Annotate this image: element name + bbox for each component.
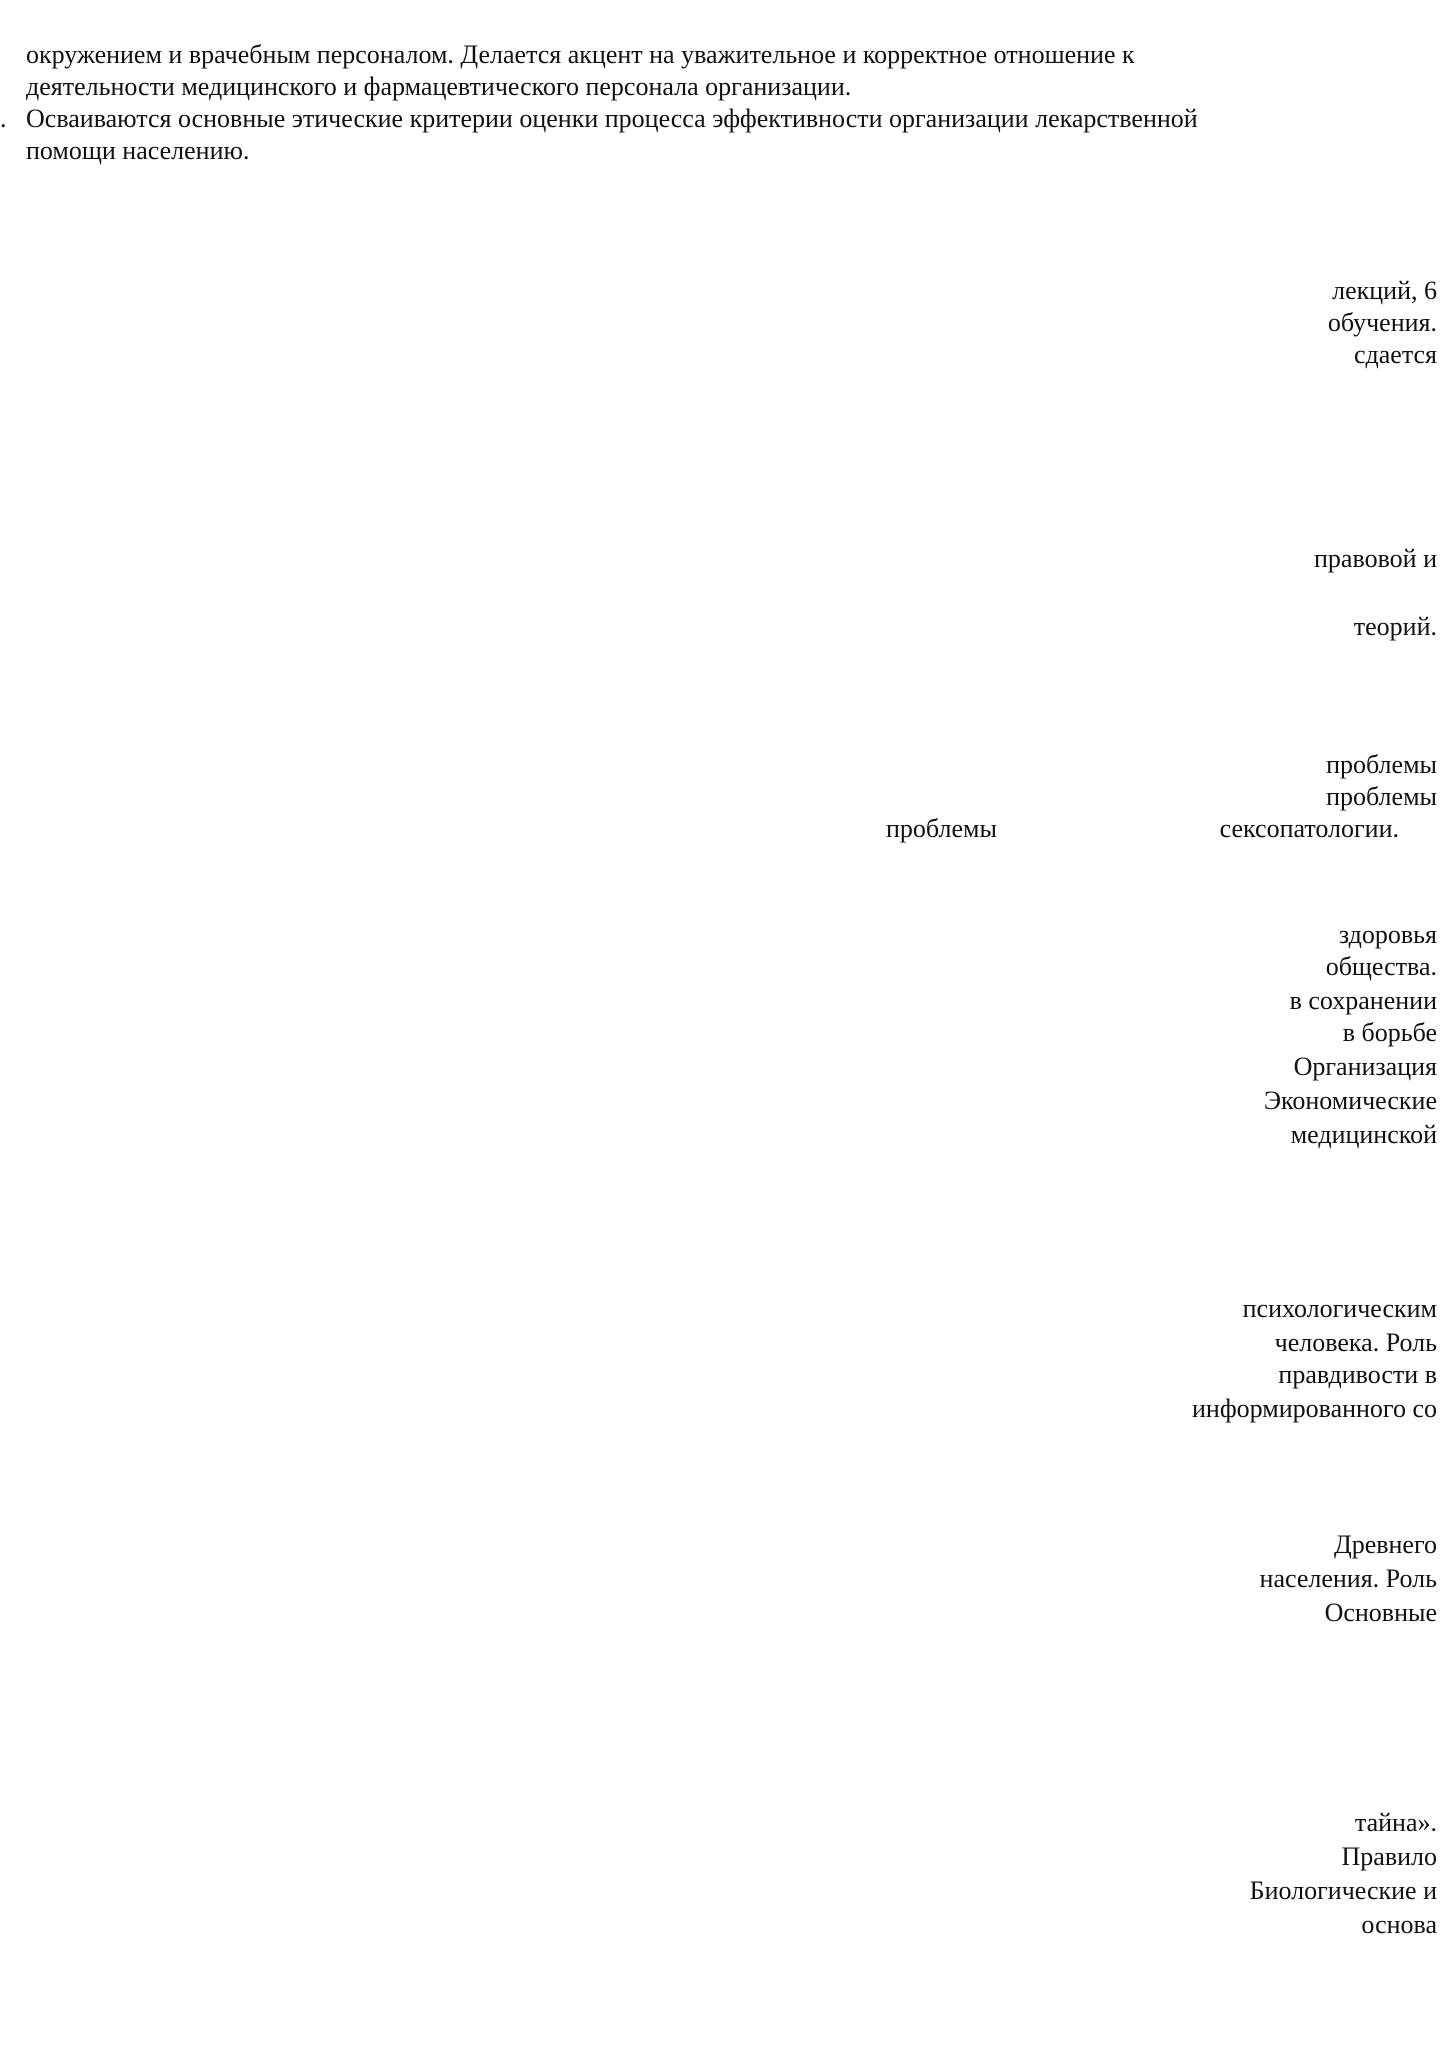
fragment-text: населения. Роль — [1259, 1564, 1437, 1593]
fragment-text: Организация — [1293, 1052, 1437, 1081]
fragment-text: в сохранении — [1289, 986, 1437, 1015]
fragment-text: теорий. — [1353, 612, 1437, 641]
fragment-text: правдивости в — [1278, 1360, 1437, 1389]
intro-line-1: окружением и врачебным персоналом. Делается акцент на уважительное и корректное отношение к — [26, 40, 1135, 69]
fragment-text: Древнего — [1333, 1530, 1437, 1559]
list-marker: . — [0, 104, 7, 133]
list-item-line-2: помощи населению. — [26, 136, 250, 165]
fragment-text: общества. — [1325, 952, 1437, 981]
fragment-text: сексопатологии. — [1219, 814, 1399, 843]
fragment-text: человека. Роль — [1274, 1328, 1437, 1357]
intro-line-2: деятельности медицинского и фармацевтического персонала организации. — [26, 72, 852, 101]
fragment-text: тайна». — [1354, 1808, 1437, 1837]
fragment-text: Основные — [1324, 1598, 1437, 1627]
fragment-text: обучения. — [1327, 308, 1437, 337]
fragment-text-middle: проблемы — [886, 814, 997, 843]
list-item-line-1: Осваиваются основные этические критерии оценки процесса эффективности организации лекарственной — [26, 104, 1198, 133]
fragment-text: психологическим — [1242, 1294, 1437, 1323]
fragment-text: проблемы — [1326, 750, 1437, 779]
fragment-text: Экономические — [1263, 1086, 1437, 1115]
fragment-text: информированного со — [1191, 1394, 1437, 1423]
fragment-text: Правило — [1341, 1842, 1437, 1871]
fragment-text: проблемы — [1326, 782, 1437, 811]
fragment-text: здоровья — [1338, 920, 1437, 949]
fragment-text: Биологические и — [1249, 1876, 1437, 1905]
fragment-text: сдается — [1353, 340, 1437, 369]
fragment-text: правовой и — [1314, 544, 1437, 573]
fragment-text: лекций, 6 — [1332, 276, 1437, 305]
fragment-text: основа — [1361, 1910, 1437, 1939]
fragment-text: медицинской — [1290, 1120, 1437, 1149]
fragment-text: в борьбе — [1342, 1018, 1437, 1047]
